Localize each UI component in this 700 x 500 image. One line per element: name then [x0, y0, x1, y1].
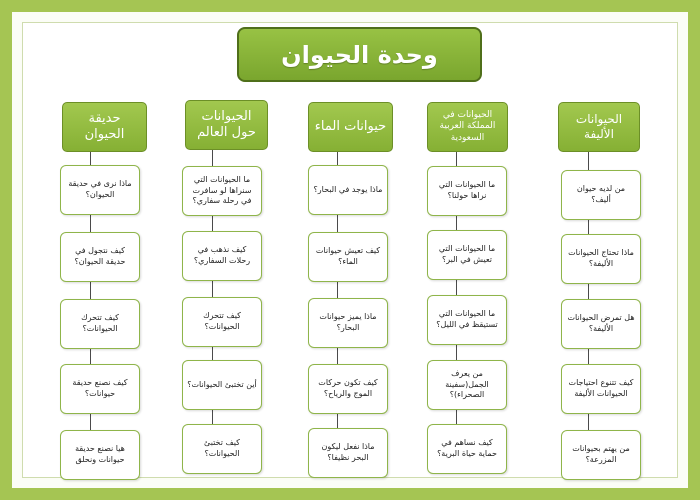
topic-node: ما الحيوانات التي نراها حولنا؟: [427, 166, 507, 216]
topic-node: ماذا نرى في حديقة الحيوان؟: [60, 165, 140, 215]
topic-node: ماذا يوجد في البحار؟: [308, 165, 388, 215]
topic-node: كيف نصنع حديقة حيوانات؟: [60, 364, 140, 414]
topic-node: ماذا نفعل ليكون البحر نظيفا؟: [308, 428, 388, 478]
topic-node: كيف نساهم في حماية حياة البرية؟: [427, 424, 507, 474]
column-header-zoo: حديقة الحيوان: [62, 102, 147, 152]
column-header-saudi-animals: الحيوانات في المملكة العربية السعودية: [427, 102, 508, 152]
topic-node: كيف تتحرك الحيوانات؟: [182, 297, 262, 347]
topic-node: ماذا تحتاج الحيوانات الأليفة؟: [561, 234, 641, 284]
topic-node: كيف نتجول في حديقة الحيوان؟: [60, 232, 140, 282]
topic-node: كيف تعيش حيوانات الماء؟: [308, 232, 388, 282]
topic-node: هيا نصنع حديقة حيوانات ونحلق: [60, 430, 140, 480]
column-header-pets: الحيوانات الأليفة: [558, 102, 640, 152]
topic-node: كيف تتنوع احتياجات الحيوانات الأليفة: [561, 364, 641, 414]
topic-node: كيف تتحرك الحيوانات؟: [60, 299, 140, 349]
topic-node: من لديه حيوان أليف؟: [561, 170, 641, 220]
topic-node: هل تمرض الحيوانات الأليفة؟: [561, 299, 641, 349]
topic-node: كيف تكون حركات الموج والرياح؟: [308, 364, 388, 414]
column-header-water-animals: حيوانات الماء: [308, 102, 393, 152]
topic-node: ماذا يميز حيوانات البحار؟: [308, 298, 388, 348]
topic-node: من يهتم بحيوانات المزرعة؟: [561, 430, 641, 480]
topic-node: كيف تختبئ الحيوانات؟: [182, 424, 262, 474]
topic-node: ما الحيوانات التي تستيقظ في الليل؟: [427, 295, 507, 345]
topic-node: أين تختبئ الحيوانات؟: [182, 360, 262, 410]
topic-node: كيف نذهب في رحلات السفاري؟: [182, 231, 262, 281]
topic-node: من يعرف الجمل(سفينة الصحراء)؟: [427, 360, 507, 410]
topic-node: ما الحيوانات التي تعيش في البر؟: [427, 230, 507, 280]
topic-node: ما الحيوانات التي سنراها لو سافرت في رحلة سفاري؟: [182, 166, 262, 216]
diagram-title: وحدة الحيوان: [237, 27, 482, 82]
column-header-world-animals: الحيوانات حول العالم: [185, 100, 268, 150]
